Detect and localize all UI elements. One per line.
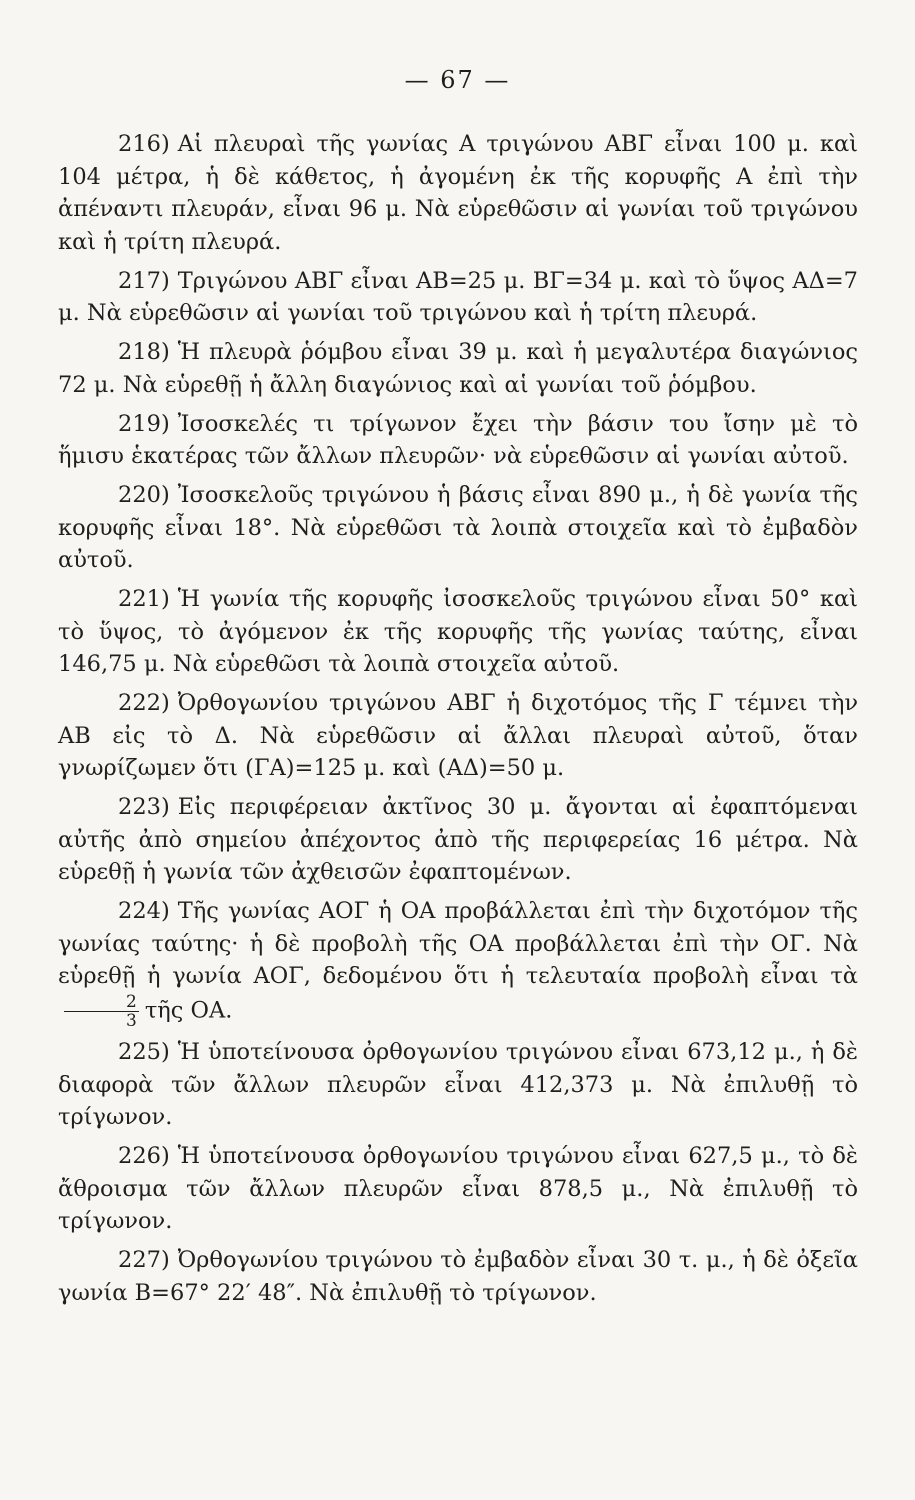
problem-number: 224) xyxy=(118,898,170,924)
problem-number: 225) xyxy=(118,1039,170,1065)
problem-number: 216) xyxy=(118,131,170,157)
problem-222 xyxy=(58,687,858,785)
problem-text: Τριγώνου ΑΒΓ εἶναι ΑΒ=25 μ. ΒΓ=34 μ. καὶ τὸ ὕψος ΑΔ=7 μ. Νὰ εὑρεθῶσιν αἱ γωνίαι τοῦ τριγώνου καὶ ἡ τρίτη πλευρά. xyxy=(58,267,858,326)
problem-text: Τῆς γωνίας ΑΟΓ ἡ ΟΑ προβάλλεται ἐπὶ τὴν διχοτόμον τῆς γωνίας ταύτης· ἡ δὲ προβολὴ τῆς ΟΑ προβάλλεται ἐπὶ τὴν ΟΓ. Νὰ εὑρεθῇ ἡ γωνία ΑΟΓ, δεδομένου ὅτι ἡ τελευταία προβολὴ εἶναι τὰ xyxy=(58,898,858,989)
problem-number: 222) xyxy=(118,690,170,716)
problem-217 xyxy=(58,265,858,330)
problem-text: Ἡ πλευρὰ ῥόμβου εἶναι 39 μ. καὶ ἡ μεγαλυτέρα διαγώνιος 72 μ. Νὰ εὑρεθῇ ἡ ἄλλη διαγώνιος καὶ αἱ γωνίαι τοῦ ῥόμβου. xyxy=(58,339,858,398)
fraction-numerator: 2 xyxy=(64,993,139,1012)
problem-text: Ἰσοσκελές τι τρίγωνον ἔχει τὴν βάσιν του ἴσην μὲ τὸ ἥμισυ ἑκατέρας τῶν ἄλλων πλευρῶν· νὰ εὑρεθῶσιν αἱ γωνίαι αὐτοῦ. xyxy=(58,410,858,469)
problem-number: 220) xyxy=(118,482,170,508)
page-number: — 67 — xyxy=(404,66,511,94)
problem-list xyxy=(58,128,858,1316)
problem-number: 226) xyxy=(118,1143,170,1169)
problem-number: 221) xyxy=(118,586,170,612)
problem-text: Ἡ ὑποτείνουσα ὀρθογωνίου τριγώνου εἶναι 673,12 μ., ἡ δὲ διαφορὰ τῶν ἄλλων πλευρῶν εἶναι 412,373 μ. Νὰ ἐπιλυθῇ τὸ τρίγωνον. xyxy=(58,1039,858,1130)
fraction-denominator: 3 xyxy=(126,1010,137,1031)
problem-text: Αἱ πλευραὶ τῆς γωνίας Α τριγώνου ΑΒΓ εἶναι 100 μ. καὶ 104 μέτρα, ἡ δὲ κάθετος, ἡ ἀγομένη ἐκ τῆς κορυφῆς Α ἐπὶ τὴν ἀπέναντι πλευράν, εἶναι 96 μ. Νὰ εὑρεθῶσιν αἱ γωνίαι τοῦ τριγώνου καὶ ἡ τρίτη πλευρά. xyxy=(58,131,858,255)
problem-number: 218) xyxy=(118,339,170,365)
problem-220 xyxy=(58,479,858,577)
problem-text: Εἰς περιφέρειαν ἀκτῖνος 30 μ. ἄγονται αἱ ἐφαπτόμεναι αὐτῆς ἀπὸ σημείου ἀπέχοντος ἀπὸ τῆς περιφερείας 16 μέτρα. Νὰ εὑρεθῇ ἡ γωνία τῶν ἀχθεισῶν ἐφαπτομένων. xyxy=(58,794,858,885)
problem-227 xyxy=(58,1244,858,1309)
problem-224 xyxy=(58,895,858,1030)
fraction xyxy=(64,993,139,1030)
problem-223 xyxy=(58,791,858,889)
problem-number: 217) xyxy=(118,267,170,294)
problem-216 xyxy=(58,128,858,258)
problem-text: Ὀρθογωνίου τριγώνου τὸ ἐμβαδὸν εἶναι 30 τ. μ., ἡ δὲ ὀξεῖα γωνία Β=67° 22′ 48″. Νὰ ἐπιλυθῇ τὸ τρίγωνον. xyxy=(58,1247,858,1306)
problem-text: Ἰσοσκελοῦς τριγώνου ἡ βάσις εἶναι 890 μ., ἡ δὲ γωνία τῆς κορυφῆς εἶναι 18°. Νὰ εὑρεθῶσι τὰ λοιπὰ στοιχεῖα καὶ τὸ ἐμβαδὸν αὐτοῦ. xyxy=(58,482,858,573)
problem-219 xyxy=(58,408,858,473)
problem-218 xyxy=(58,336,858,401)
problem-number: 219) xyxy=(118,410,170,437)
problem-text-after: τῆς ΟΑ. xyxy=(144,997,233,1023)
problem-number: 227) xyxy=(118,1247,170,1273)
problem-221 xyxy=(58,583,858,681)
problem-text: Ἡ γωνία τῆς κορυφῆς ἰσοσκελοῦς τριγώνου εἶναι 50° καὶ τὸ ὕψος, τὸ ἀγόμενον ἐκ τῆς κορυφῆς τῆς γωνίας ταύτης, εἶναι 146,75 μ. Νὰ εὑρεθῶσι τὰ λοιπὰ στοιχεῖα αὐτοῦ. xyxy=(58,586,858,677)
problem-number: 223) xyxy=(118,794,170,820)
problem-226 xyxy=(58,1140,858,1238)
problem-text: Ἡ ὑποτείνουσα ὀρθογωνίου τριγώνου εἶναι 627,5 μ., τὸ δὲ ἄθροισμα τῶν ἄλλων πλευρῶν εἶναι 878,5 μ., Νὰ ἐπιλυθῇ τὸ τρίγωνον. xyxy=(58,1143,858,1234)
problem-225 xyxy=(58,1036,858,1134)
problem-text: Ὀρθογωνίου τριγώνου ΑΒΓ ἡ διχοτόμος τῆς Γ τέμνει τὴν ΑΒ εἰς τὸ Δ. Νὰ εὑρεθῶσιν αἱ ἄλλαι πλευραὶ αὐτοῦ, ὅταν γνωρίζωμεν ὅτι (ΓΑ)=125 μ. καὶ (ΑΔ)=50 μ. xyxy=(58,690,858,781)
